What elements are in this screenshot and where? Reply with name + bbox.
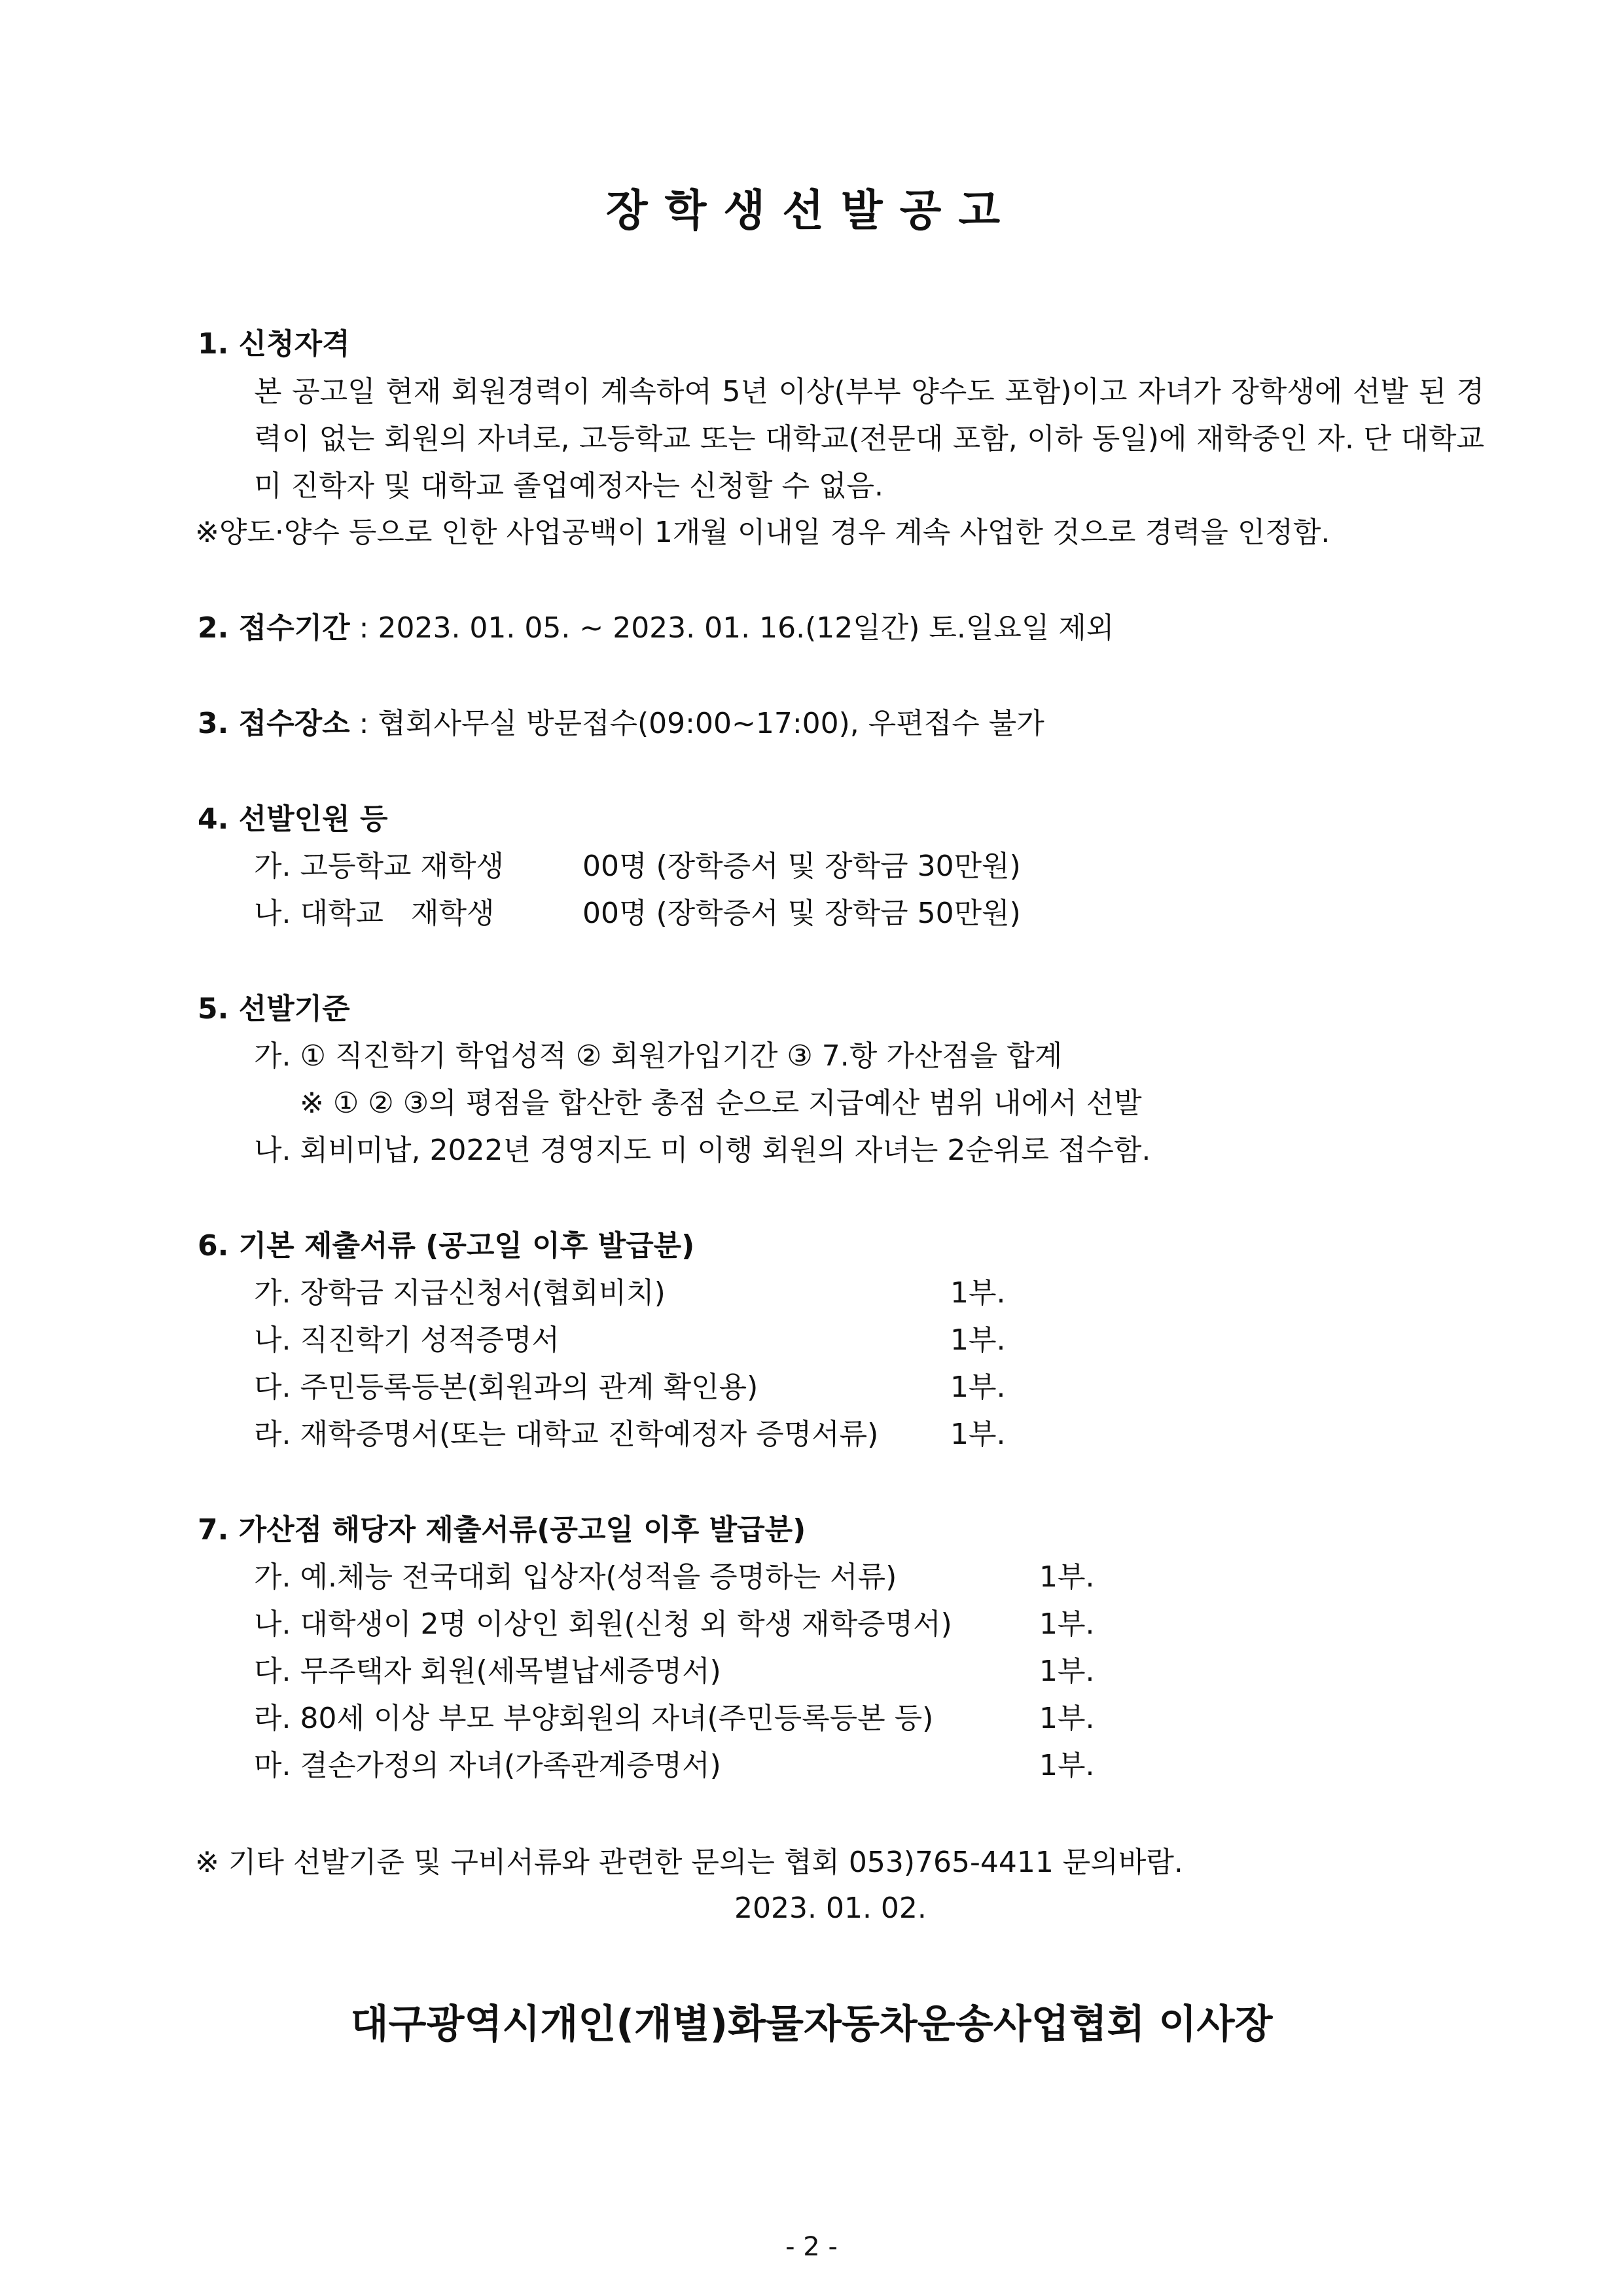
section-1-body: 본 공고일 현재 회원경력이 계속하여 5년 이상(부부 양수도 포함)이고 자녀가 장학생에 선발 된 경력이 없는 회원의 자녀로, 고등학교 또는 대학교(전문대 포함, 이하 동일)에 재학중인 자. 단 대학교 미 진학자 및 대학교 졸업예정자는 신청할 수 없음. xyxy=(254,375,1484,503)
section-7-item-label: 마. 결손가정의 자녀(가족관계증명서) xyxy=(254,1749,721,1782)
section-7-item-count: 1부. xyxy=(1039,1560,1095,1594)
section-3-text: : 협회사무실 방문접수(09:00~17:00), 우편접수 불가 xyxy=(349,707,1044,740)
section-7-item-count: 1부. xyxy=(1039,1607,1095,1641)
section-7-item-label: 다. 무주택자 회원(세목별납세증명서) xyxy=(254,1655,721,1688)
section-6-item-label: 나. 직진학기 성적증명서 xyxy=(254,1323,560,1357)
section-6-item-label: 가. 장학금 지급신청서(협회비치) xyxy=(254,1276,666,1310)
section-5-item: 가. ① 직진학기 학업성적 ② 회원가입기간 ③ 7.항 가산점을 합계 xyxy=(254,1039,1063,1073)
section-6-heading: 6. 기본 제출서류 (공고일 이후 발급분) xyxy=(198,1229,695,1263)
section-7-item-count: 1부. xyxy=(1039,1749,1095,1782)
section-2-line xyxy=(198,610,1114,647)
section-6-item-count: 1부. xyxy=(950,1371,1006,1404)
section-7-item-label: 라. 80세 이상 부모 부양회원의 자녀(주민등록등본 등) xyxy=(254,1702,934,1735)
section-3-line xyxy=(198,706,1044,742)
section-7-item-label: 나. 대학생이 2명 이상인 회원(신청 외 학생 재학증명서) xyxy=(254,1607,952,1641)
date: 2023. 01. 02. xyxy=(734,1892,927,1925)
section-7-item-count: 1부. xyxy=(1039,1702,1095,1735)
section-4-heading: 4. 선발인원 등 xyxy=(198,802,388,836)
section-1-heading: 1. 신청자격 xyxy=(198,327,350,361)
section-2-heading: 2. 접수기간 xyxy=(198,611,350,645)
page-title: 장학생선발공고 xyxy=(605,185,1018,236)
section-1-note: ※양도·양수 등으로 인한 사업공백이 1개월 이내일 경우 계속 사업한 것으로 경력을 인정함. xyxy=(195,516,1330,549)
section-5-heading: 5. 선발기준 xyxy=(198,992,350,1026)
section-6-item-count: 1부. xyxy=(950,1276,1006,1310)
footer-note: ※ 기타 선발기준 및 구비서류와 관련한 문의는 협회 053)765-4411 문의바람. xyxy=(195,1846,1183,1879)
section-2-text: : 2023. 01. 05. ~ 2023. 01. 16.(12일간) 토.일요일 제외 xyxy=(349,611,1115,645)
section-7-item-label: 가. 예.체능 전국대회 입상자(성적을 증명하는 서류) xyxy=(254,1560,897,1594)
section-4-item-label: 가. 고등학교 재학생 xyxy=(254,850,504,883)
section-6-item-label: 다. 주민등록등본(회원과의 관계 확인용) xyxy=(254,1371,758,1404)
section-7-heading: 7. 가산점 해당자 제출서류(공고일 이후 발급분) xyxy=(198,1513,806,1547)
section-6-item-count: 1부. xyxy=(950,1323,1006,1357)
section-4-item-value: 00명 (장학증서 및 장학금 50만원) xyxy=(582,897,1021,930)
section-5-note: ※ ① ② ③의 평점을 합산한 총점 순으로 지급예산 범위 내에서 선발 xyxy=(300,1086,1142,1120)
organization-signature: 대구광역시개인(개별)화물자동차운송사업협회 이사장 xyxy=(350,2001,1273,2047)
section-4-item-label: 나. 대학교 재학생 xyxy=(254,897,495,930)
page-number: - 2 - xyxy=(785,2232,838,2262)
section-4-item-value: 00명 (장학증서 및 장학금 30만원) xyxy=(582,850,1021,883)
section-6-item-label: 라. 재학증명서(또는 대학교 진학예정자 증명서류) xyxy=(254,1418,879,1451)
section-5-item: 나. 회비미납, 2022년 경영지도 미 이행 회원의 자녀는 2순위로 접수함. xyxy=(254,1134,1151,1167)
section-3-heading: 3. 접수장소 xyxy=(198,707,350,740)
section-7-item-count: 1부. xyxy=(1039,1655,1095,1688)
section-6-item-count: 1부. xyxy=(950,1418,1006,1451)
